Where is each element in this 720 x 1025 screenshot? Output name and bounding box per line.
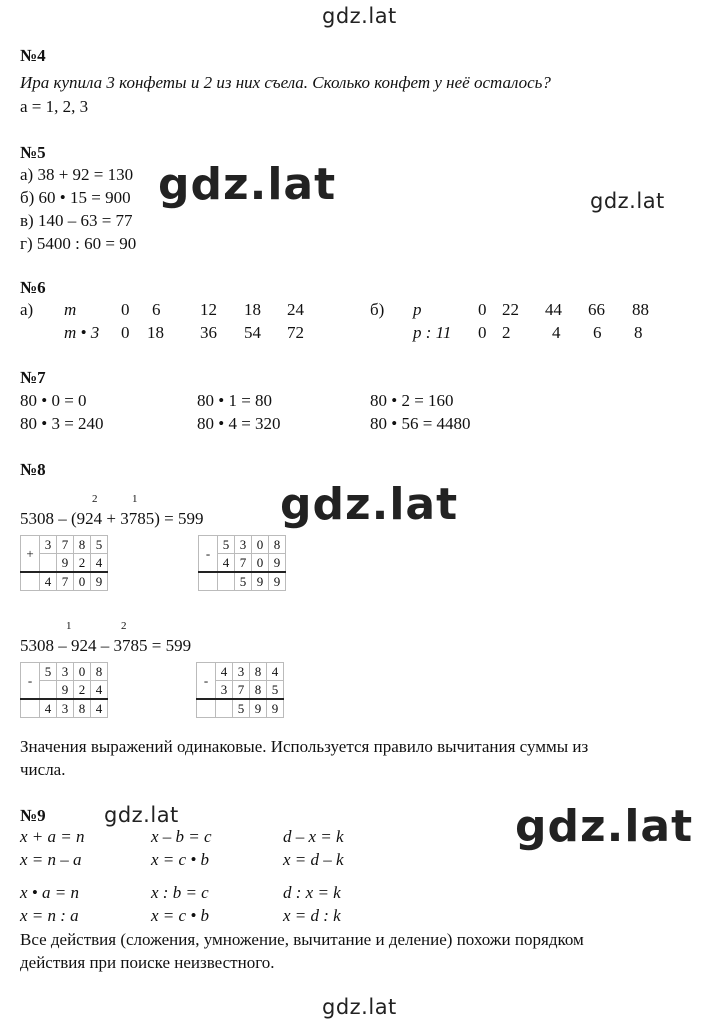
n6a-r1-1: 6 xyxy=(152,300,161,319)
n6b-r2-2: 4 xyxy=(552,323,561,342)
n6b-r1-0: 0 xyxy=(478,300,487,319)
n8-grid1a xyxy=(20,535,108,591)
n9-r2-c0: x • a = n xyxy=(20,883,79,902)
grid-cell xyxy=(40,554,57,573)
n6a-r1-0: 0 xyxy=(121,300,130,319)
n6a-r2-4: 72 xyxy=(287,323,304,342)
n9-r1-c0: x = n – a xyxy=(20,850,82,869)
grid-cell xyxy=(40,681,57,700)
grid-sign-empty xyxy=(197,699,216,718)
n8-grid2b xyxy=(196,662,284,718)
n9-conclusion-line2: действия при поиске неизвестного. xyxy=(20,953,275,972)
n6a-r2-3: 54 xyxy=(244,323,261,342)
n9-r2-c2: d : x = k xyxy=(283,883,341,902)
watermark-top: gdz.lat xyxy=(322,4,397,28)
n6b-r1-1: 22 xyxy=(502,300,519,319)
grid-cell: 5 xyxy=(233,699,250,718)
n8-order2-second: 2 xyxy=(121,620,127,632)
grid-cell: 8 xyxy=(250,663,267,681)
n6a-r2-1: 18 xyxy=(147,323,164,342)
grid-cell: 8 xyxy=(91,663,108,681)
grid-sign: + xyxy=(21,536,40,573)
grid-cell: 7 xyxy=(57,536,74,554)
n6b-r2-1: 2 xyxy=(502,323,511,342)
n5-title: №5 xyxy=(20,143,46,162)
n9-r0-c0: x + a = n xyxy=(20,827,85,846)
grid-sign-empty xyxy=(21,699,40,718)
n6a-r1-2: 12 xyxy=(200,300,217,319)
n4-answer: a = 1, 2, 3 xyxy=(20,97,89,116)
grid-cell xyxy=(216,699,233,718)
grid-cell: 3 xyxy=(57,699,74,718)
n6b-r2-4: 8 xyxy=(634,323,643,342)
n7-cell-0: 80 • 0 = 0 xyxy=(20,391,87,410)
n8-conclusion-line2: числа. xyxy=(20,760,66,779)
grid-cell: 9 xyxy=(252,572,269,591)
n6a-r2-2: 36 xyxy=(200,323,217,342)
grid-cell: 5 xyxy=(40,663,57,681)
grid-cell: 9 xyxy=(91,572,108,591)
grid-cell: 3 xyxy=(216,681,233,700)
n7-title: №7 xyxy=(20,368,46,387)
grid-cell: 2 xyxy=(74,681,91,700)
n6a-r1-3: 18 xyxy=(244,300,261,319)
grid-cell: 7 xyxy=(233,681,250,700)
grid-sign: - xyxy=(21,663,40,700)
grid-cell: 0 xyxy=(74,663,91,681)
n6a-var: m xyxy=(64,300,77,319)
watermark-large-3: gdz.lat xyxy=(515,801,694,852)
grid-cell: 9 xyxy=(57,681,74,700)
n9-r3-c0: x = n : a xyxy=(20,906,79,925)
watermark-bottom: gdz.lat xyxy=(322,995,397,1019)
n8-order1-first: 2 xyxy=(92,493,98,505)
watermark-large-2: gdz.lat xyxy=(280,479,459,530)
grid-cell: 2 xyxy=(74,554,91,573)
grid-cell: 4 xyxy=(40,699,57,718)
n8-order2-first: 1 xyxy=(66,620,72,632)
n6b-r1-3: 66 xyxy=(588,300,605,319)
n9-r1-c1: x = c • b xyxy=(151,850,210,869)
grid-cell: 0 xyxy=(252,536,269,554)
watermark-large-1: gdz.lat xyxy=(158,159,337,210)
n6b-r1-4: 88 xyxy=(632,300,649,319)
n9-r3-c1: x = c • b xyxy=(151,906,210,925)
grid-cell: 3 xyxy=(40,536,57,554)
n6b-var: p xyxy=(413,300,422,319)
grid-cell: 4 xyxy=(218,554,235,573)
grid-cell: 9 xyxy=(267,699,284,718)
n6a-r1-4: 24 xyxy=(287,300,304,319)
grid-cell: 7 xyxy=(57,572,74,591)
grid-sign-empty xyxy=(199,572,218,591)
n6a-label: а) xyxy=(20,300,34,319)
n5-line-b: б) 60 • 15 = 900 xyxy=(20,188,131,207)
grid-cell: 9 xyxy=(57,554,74,573)
n9-r0-c1: x – b = c xyxy=(151,827,212,846)
n6b-r1-2: 44 xyxy=(545,300,562,319)
n9-conclusion-line1: Все действия (сложения, умножение, вычитание и деление) похожи порядком xyxy=(20,930,584,949)
grid-cell: 8 xyxy=(250,681,267,700)
n9-r3-c2: x = d : k xyxy=(283,906,341,925)
grid-cell: 9 xyxy=(250,699,267,718)
grid-cell: 5 xyxy=(218,536,235,554)
n6a-r2-0: 0 xyxy=(121,323,130,342)
n6b-r2-3: 6 xyxy=(593,323,602,342)
n6a-var2: m • 3 xyxy=(64,323,100,342)
grid-cell: 4 xyxy=(91,699,108,718)
n7-cell-3: 80 • 3 = 240 xyxy=(20,414,104,433)
n7-cell-4: 80 • 4 = 320 xyxy=(197,414,281,433)
n7-cell-5: 80 • 56 = 4480 xyxy=(370,414,471,433)
n9-title: №9 xyxy=(20,806,46,825)
n8-expr2: 5308 – 924 – 3785 = 599 xyxy=(20,636,192,655)
grid-cell: 4 xyxy=(267,663,284,681)
n4-title: №4 xyxy=(20,46,46,65)
grid-sign-empty xyxy=(21,572,40,591)
grid-cell: 3 xyxy=(235,536,252,554)
n4-task: Ира купила 3 конфеты и 2 из них съела. Сколько конфет у неё осталось? xyxy=(20,73,551,92)
grid-cell: 0 xyxy=(74,572,91,591)
grid-cell: 5 xyxy=(91,536,108,554)
grid-cell: 4 xyxy=(91,554,108,573)
grid-cell: 4 xyxy=(91,681,108,700)
n8-grid2a xyxy=(20,662,108,718)
grid-cell: 3 xyxy=(233,663,250,681)
watermark-right-1: gdz.lat xyxy=(590,189,665,213)
n9-r2-c1: x : b = c xyxy=(151,883,209,902)
grid-cell: 5 xyxy=(235,572,252,591)
n8-title: №8 xyxy=(20,460,46,479)
grid-cell xyxy=(218,572,235,591)
n7-cell-1: 80 • 1 = 80 xyxy=(197,391,273,410)
n6-title: №6 xyxy=(20,278,46,297)
n6b-r2-0: 0 xyxy=(478,323,487,342)
n7-cell-2: 80 • 2 = 160 xyxy=(370,391,454,410)
n5-line-c: в) 140 – 63 = 77 xyxy=(20,211,133,230)
grid-cell: 4 xyxy=(216,663,233,681)
n6b-var2: p : 11 xyxy=(413,323,452,342)
grid-cell: 8 xyxy=(74,536,91,554)
grid-cell: 9 xyxy=(269,572,286,591)
grid-cell: 8 xyxy=(269,536,286,554)
n9-r0-c2: d – x = k xyxy=(283,827,344,846)
grid-cell: 7 xyxy=(235,554,252,573)
n8-order1-second: 1 xyxy=(132,493,138,505)
n5-line-a: а) 38 + 92 = 130 xyxy=(20,165,134,184)
grid-cell: 5 xyxy=(267,681,284,700)
n9-r1-c2: x = d – k xyxy=(283,850,344,869)
grid-cell: 3 xyxy=(57,663,74,681)
grid-sign: - xyxy=(199,536,218,573)
grid-cell: 0 xyxy=(252,554,269,573)
grid-cell: 9 xyxy=(269,554,286,573)
n6b-label: б) xyxy=(370,300,385,319)
grid-cell: 4 xyxy=(40,572,57,591)
n5-line-d: г) 5400 : 60 = 90 xyxy=(20,234,137,253)
n8-expr1: 5308 – (924 + 3785) = 599 xyxy=(20,509,204,528)
grid-cell: 8 xyxy=(74,699,91,718)
watermark-n9: gdz.lat xyxy=(104,803,179,827)
n8-conclusion-line1: Значения выражений одинаковые. Используется правило вычитания суммы из xyxy=(20,737,589,756)
n8-grid1b xyxy=(198,535,286,591)
grid-sign: - xyxy=(197,663,216,700)
